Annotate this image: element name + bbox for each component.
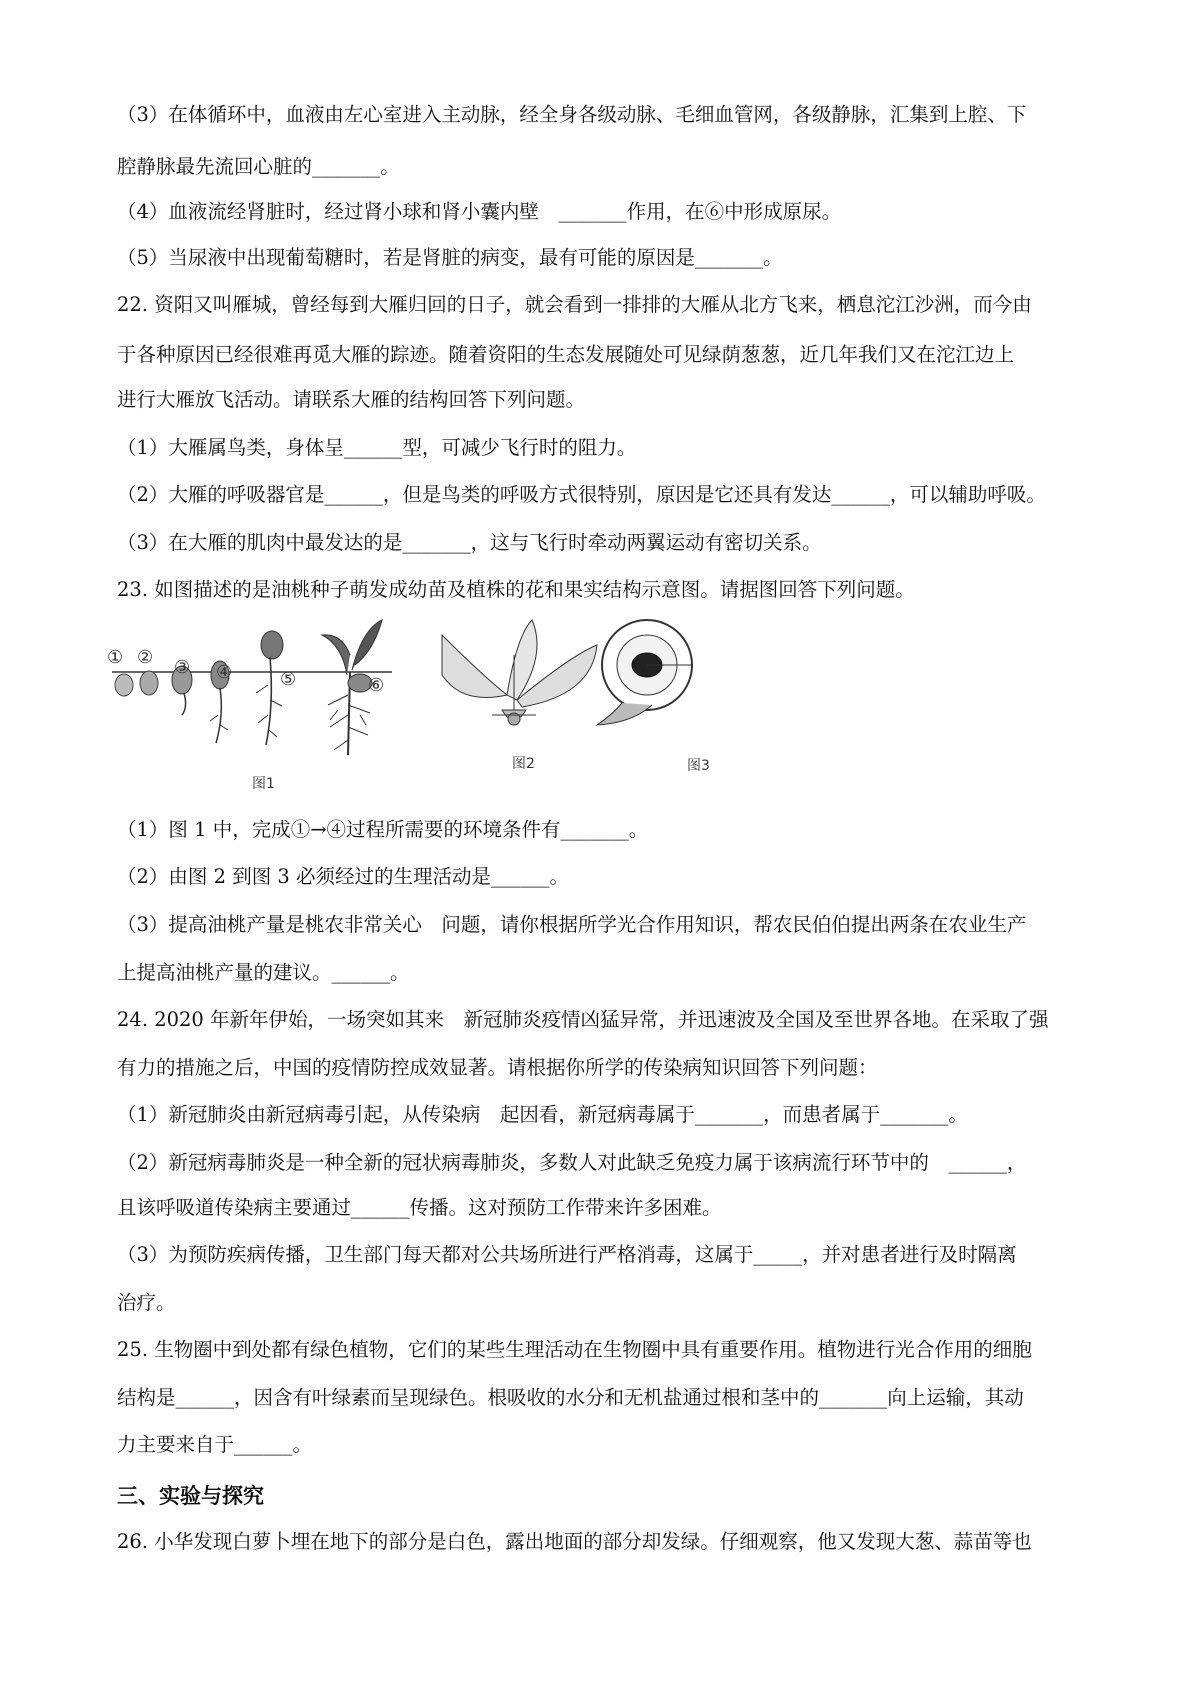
text-line: （3）在体循环中，血液由左心室进入主动脉，经全身各级动脉、毛细血管网，各级静脉，汇集到上腔、下 — [117, 103, 1027, 126]
figure-2-label: 图2 — [512, 756, 535, 772]
text-line: （3）在大雁的肌肉中最发达的是_______，这与飞行时牵动两翼运动有密切关系。 — [117, 531, 822, 554]
stage-5-marker: ⑤ — [280, 669, 297, 690]
text-line: （1）图 1 中，完成①→④过程所需要的环境条件有_______。 — [117, 818, 649, 841]
seed-flower-fruit-figure — [107, 615, 762, 795]
text-line: 力主要来自于______。 — [117, 1433, 313, 1456]
text-line: 腔静脉最先流回心脏的_______。 — [117, 155, 400, 178]
text-line: （3）提高油桃产量是桃农非常关心 问题，请你根据所学光合作用知识，帮农民伯伯提出两条在农业生产 — [117, 913, 1027, 936]
figure-1-label: 图1 — [252, 776, 275, 792]
text-line: 22. 资阳又叫雁城，曾经每到大雁归回的日子，就会看到一排排的大雁从北方飞来，栖息沱江沙洲，而今由 — [117, 293, 1032, 316]
text-line: 26. 小华发现白萝卜埋在地下的部分是白色，露出地面的部分却发绿。仔细观察，他又发现大葱、蒜苗等也 — [117, 1530, 1032, 1553]
text-line: 上提高油桃产量的建议。______。 — [117, 961, 410, 984]
text-line: （1）大雁属鸟类，身体呈______型，可减少飞行时的阻力。 — [117, 436, 637, 459]
text-line: 且该呼吸道传染病主要通过______传播。这对预防工作带来许多困难。 — [117, 1196, 722, 1219]
text-line: （2）大雁的呼吸器官是______，但是鸟类的呼吸方式很特别，原因是它还具有发达______，可以辅助呼吸。 — [117, 483, 1046, 506]
seed-stage-1 — [115, 674, 133, 696]
text-line: （2）由图 2 到图 3 必须经过的生理活动是______。 — [117, 865, 570, 888]
seed-stage-2 — [140, 671, 158, 695]
stage-3-marker: ③ — [174, 657, 191, 678]
text-line: 于各种原因已经很难再觅大雁的踪迹。随着资阳的生态发展随处可见绿荫葱葱，近几年我们又在沱江边上 — [117, 343, 1015, 366]
text-line: 23. 如图描述的是油桃种子萌发成幼苗及植株的花和果实结构示意图。请据图回答下列问题。 — [117, 578, 915, 601]
text-line: （4）血液流经肾脏时，经过肾小球和肾小囊内壁 _______作用，在⑥中形成原尿。 — [117, 200, 842, 223]
seedling-leaf-right — [352, 620, 382, 670]
flower-figure — [442, 620, 597, 725]
text-line: （5）当尿液中出现葡萄糖时，若是肾脏的病变，最有可能的原因是_______。 — [117, 246, 783, 269]
seed-stage-5 — [261, 631, 283, 659]
text-line: （3）为预防疾病传播，卫生部门每天都对公共场所进行严格消毒，这属于_____，并对患者进行及时隔离 — [117, 1243, 1017, 1266]
stage-4-marker: ④ — [216, 662, 233, 683]
figure-3-label: 图3 — [687, 758, 710, 774]
text-line: （2）新冠病毒肺炎是一种全新的冠状病毒肺炎，多数人对此缺乏免疫力属于该病流行环节中的 ______， — [117, 1151, 1027, 1174]
text-line: 进行大雁放飞活动。请联系大雁的结构回答下列问题。 — [117, 388, 586, 411]
section-heading: 三、实验与探究 — [117, 1484, 264, 1508]
text-line: （1）新冠肺炎由新冠病毒引起，从传染病 起因看，新冠病毒属于_______，而患者属于_______。 — [117, 1103, 968, 1126]
text-line: 治疗。 — [117, 1291, 176, 1314]
plant-diagram — [112, 615, 762, 795]
fruit-figure — [597, 620, 692, 725]
text-line: 24. 2020 年新年伊始，一场突如其来 新冠肺炎疫情凶猛异常，并迅速波及全国及至世界各地。在采取了强 — [117, 1008, 1049, 1031]
text-line: 有力的措施之后，中国的疫情防控成效显著。请根据你所学的传染病知识回答下列问题： — [117, 1056, 878, 1079]
text-line: 25. 生物圈中到处都有绿色植物，它们的某些生理活动在生物圈中具有重要作用。植物进行光合作用的细胞 — [117, 1338, 1032, 1361]
stage-1-marker: ① — [107, 647, 124, 668]
stage-6-marker: ⑥ — [368, 675, 385, 696]
seedling-leaf-left — [322, 635, 350, 675]
text-line: 结构是______，因含有叶绿素而呈现绿色。根吸收的水分和无机盐通过根和茎中的_______向上运输，其动 — [117, 1386, 1024, 1409]
stage-2-marker: ② — [137, 647, 154, 668]
